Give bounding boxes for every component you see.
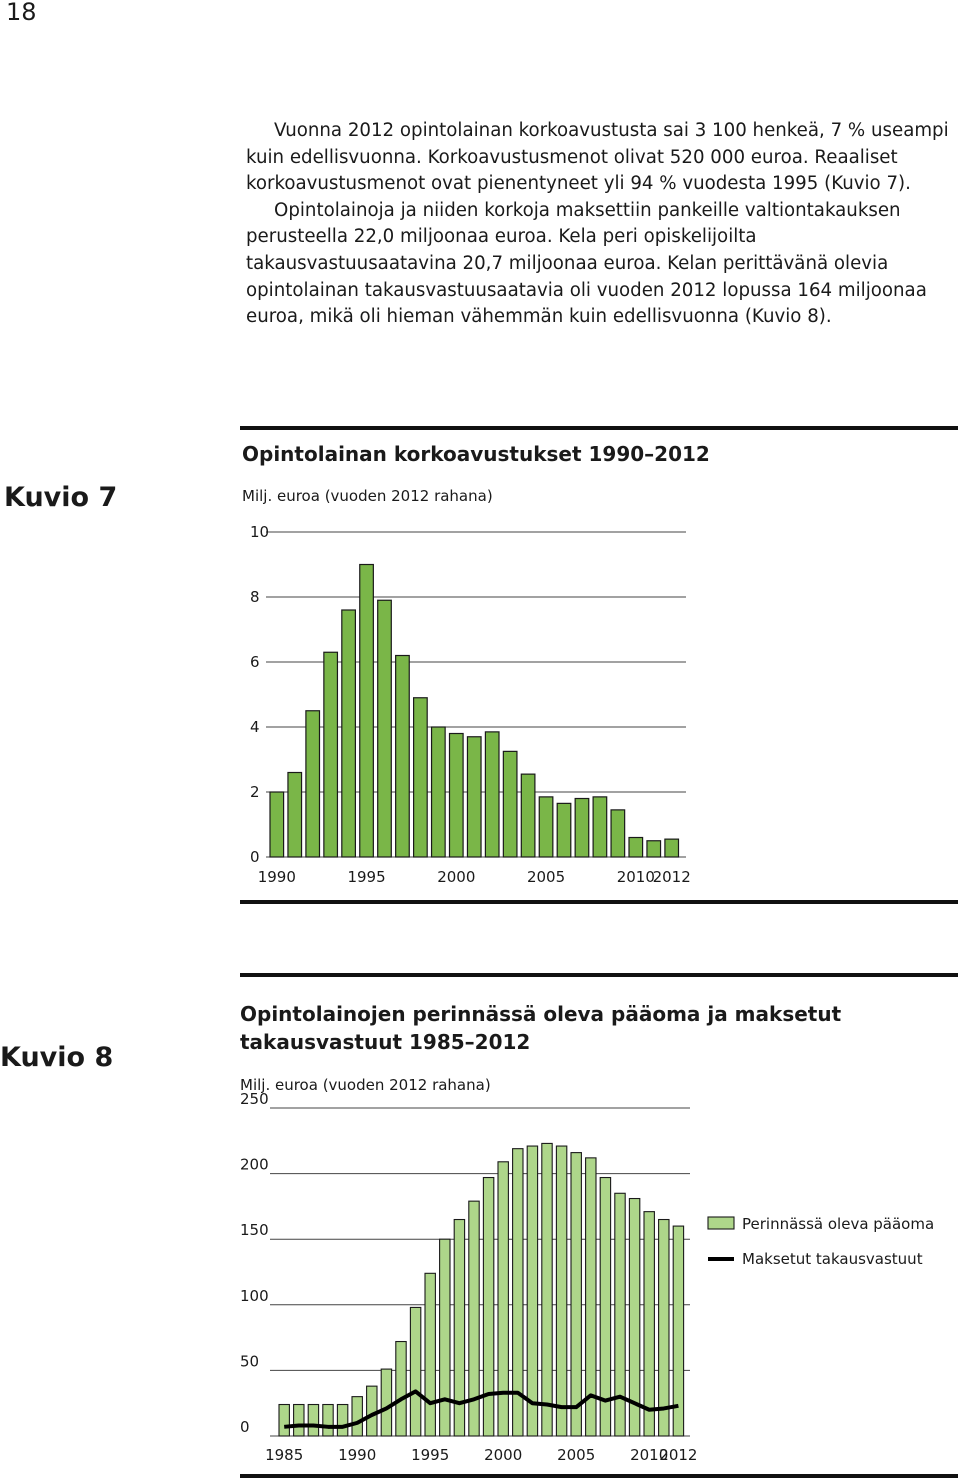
chart7-ytick-label: 6	[250, 653, 260, 671]
chart7-ytick-label: 8	[250, 588, 260, 606]
chart8-xtick-label: 2005	[557, 1446, 596, 1464]
figure7-unit: Milj. euroa (vuoden 2012 rahana)	[242, 487, 493, 505]
legend-swatch-bar	[708, 1217, 734, 1229]
chart8-xtick-label: 1990	[338, 1446, 377, 1464]
chart8-xtick-label: 1995	[411, 1446, 450, 1464]
paragraph-1: Vuonna 2012 opintolainan korkoavustusta sai 3 100 henkeä, 7 % useampi kuin edellisvuonna. Korkoavustusmenot olivat 520 000 euroa. Reaaliset korkoavustusmenot ovat pienentyneet yli 94 % vuodesta 1995 (Kuvio 7).	[246, 120, 949, 195]
figure7-title: Opintolainan korkoavustukset 1990–2012	[242, 442, 710, 466]
chart8-bar	[644, 1212, 654, 1436]
chart7-xtick-label: 2000	[437, 868, 476, 886]
chart8-bar	[440, 1239, 450, 1436]
chart8-bar	[542, 1143, 552, 1436]
chart8-ytick-label: 50	[240, 1352, 260, 1371]
chart8-bar	[396, 1342, 406, 1436]
chart8-xtick-label: 2012	[659, 1446, 698, 1464]
chart8-ytick-label: 100	[240, 1286, 269, 1305]
chart7-ytick-label: 4	[250, 718, 260, 736]
chart8-ytick-label: 150	[240, 1221, 269, 1240]
legend-label-bar: Perinnässä oleva pääoma	[742, 1215, 935, 1233]
figure8-unit: Milj. euroa (vuoden 2012 rahana)	[240, 1076, 491, 1094]
paragraph-2: Opintolainoja ja niiden korkoja maksettiin pankeille valtiontakauksen perusteella 22,0 miljoonaa euroa. Kela peri opiskelijoilta takausvastuusaatavina 20,7 miljoonaa euroa. Kelan perittävänä olevia opintolainan takausvastuusaatavia oli vuoden 2012 lopussa 164 miljoonaa euroa, mikä oli hieman vähemmän kuin edellisvuonna (Kuvio 8).	[246, 199, 927, 328]
chart8-bar	[279, 1405, 289, 1436]
chart8-bar	[367, 1386, 377, 1436]
legend-label-line: Maksetut takausvastuut	[742, 1250, 923, 1268]
chart8-bar	[323, 1405, 333, 1436]
chart7-xtick-label: 2005	[526, 868, 566, 886]
chart7-xtick-label: 2012	[652, 868, 691, 886]
chart8-bar	[556, 1146, 566, 1436]
figure7-label: Kuvio 7	[4, 482, 118, 513]
chart8-bar	[294, 1405, 304, 1436]
chart8-bar	[659, 1220, 669, 1436]
chart8-xtick-label: 2010	[630, 1446, 669, 1464]
chart7-xtick-label: 1990	[257, 868, 296, 886]
chart8-ytick-label: 200	[240, 1155, 269, 1174]
chart8-xtick-label: 2000	[484, 1446, 523, 1464]
chart8-bar	[410, 1307, 420, 1436]
chart8-ytick-label: 250	[240, 1090, 269, 1108]
chart7-ytick-label: 2	[250, 783, 260, 801]
chart8-bar	[381, 1369, 391, 1436]
page-number: 18	[6, 0, 37, 26]
chart7-ytick-label: 10	[250, 523, 270, 541]
chart8-bar	[527, 1146, 537, 1436]
chart8-xtick-label: 1985	[265, 1446, 304, 1464]
chart7-ytick-label: 0	[250, 848, 260, 866]
figure8-bottom-rule	[240, 1474, 958, 1478]
chart8-bar	[352, 1397, 362, 1436]
chart8-bar	[308, 1405, 318, 1436]
figure8-title: Opintolainojen perinnässä oleva pääoma ja maksetut takausvastuut 1985–2012	[240, 1002, 842, 1054]
chart8-bar	[337, 1405, 347, 1436]
figure8-label: Kuvio 8	[0, 1042, 114, 1073]
chart7-xtick-label: 2010	[616, 868, 655, 886]
chart8-bar	[571, 1153, 581, 1436]
chart7-xtick-label: 1995	[347, 868, 386, 886]
chart8-ytick-label: 0	[240, 1418, 250, 1436]
chart8-bar	[425, 1273, 435, 1436]
